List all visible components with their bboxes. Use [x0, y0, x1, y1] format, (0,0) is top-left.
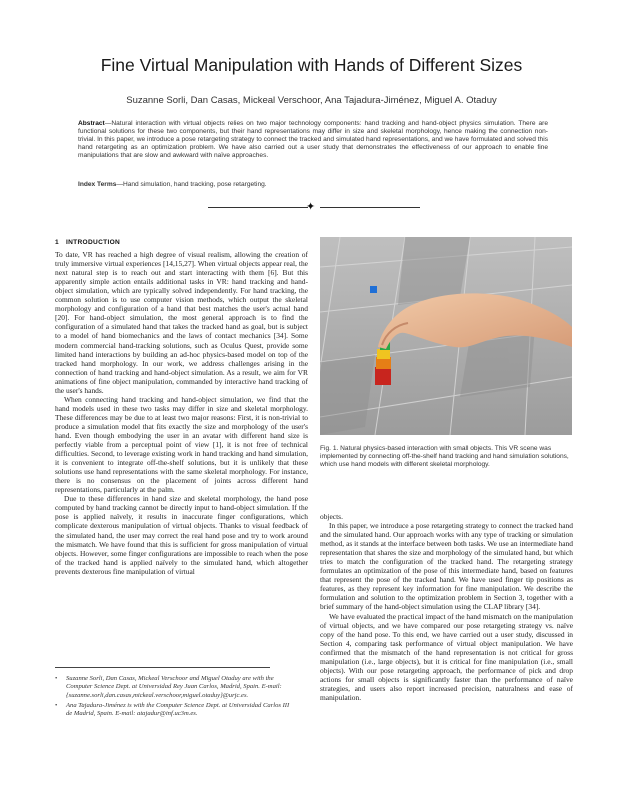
abstract-text: —Natural interaction with virtual objects relies on two major technology components: hand tracking and hand-object physics simulation. There are functional solutions for these two components, but their hand representations may differ in size and skeletal morphology, hence making the connection non-trivial. In this paper, we introduce a pose retargeting strategy to connect the tracked and simulated hand representations, and we have formulated and solved this hand retargeting as an optimization problem. We have also carried out a user study that demonstrates the effectiveness of our approach to enable fine manipulations that are slow and awkward with naïve approaches. — [78, 120, 548, 160]
figure-caption-text: Natural physics-based interaction with small objects. This VR scene was implemented by connecting off-the-shelf hand tracking and hand simulation solutions, which use hand models with different skeletal morphology. — [320, 445, 569, 469]
right-column — [320, 512, 573, 702]
paragraph: When connecting hand tracking and hand-object simulation, we find that the hand models used in these two tasks may differ in size and skeletal morphology. These differences may be due to at least two major reasons: First, it is non-trivial to produce a simulation model that fits exactly the size and morphology of the user's hand. Even though embodying the user in an avatar with different hand size is perfectly viable from a perceptual point of view [1], it is not free of technical difficulties. Second, to leverage existing work in hand tracking and hand simulation, it is convenient to integrate off-the-shelf solutions, but it is unlikely that these solutions use hand representations with the same skeletal morphology. For instance, there is no consensus on the placement of joints across different hand representations, particularly at the palm. — [55, 394, 308, 495]
stack-block-yellow — [377, 349, 390, 359]
section-heading — [55, 238, 308, 247]
paragraph: Due to these differences in hand size and skeletal morphology, the hand pose computed by hand tracking cannot be directly input to hand-object simulation. If the pose is applied naïvely, it results in inaccurate finger configurations, which complicate dexterous manipulation of virtual objects. Thanks to visual feedback of the simulated hand, the user may correct the real hand pose and try to work around the mismatch. We have found that this is sufficient for gross manipulation of virtual objects. However, some finger configurations are impossible to reach when the pose of the tracked hand is applied naïvely to the simulated hand, which altogether prevents dexterous fine manipulation of virtual — [55, 494, 308, 576]
hand-stack-illustration — [320, 237, 572, 435]
stack-block-red — [375, 367, 391, 385]
footnotes — [55, 675, 290, 720]
paragraph: To date, VR has reached a high degree of visual realism, allowing the creation of truly immersive virtual experiences [14,15,27]. When virtual objects appear real, the next natural step is to reach out and start interacting with them [6]. But this apparently simple action entails additional tasks in VR: hand tracking and hand-object simulation, which are typically solved independently. For hand tracking, the common solution is to use computer vision methods, which output the skeletal morphology and configuration of a hand that best matches the user's actual hand [20]. For hand-object simulation, the most general approach is to find the configuration of a simulated hand that takes the tracked hand as goal, but is subject to a model of hand biomechanics and the laws of contact mechanics [34]. Some modern commercial hand-tracking solutions, such as Oculus Quest, provide some limited hand interactions by building an ad-hoc physics-based model on top of the tracked hand morphology. In our work, we address challenges arising in the connection of hand tracking and hand-object simulation. As a result, we aim for VR animations of fine object manipulation, commanded by interactive hand tracking of the user's hands. — [55, 250, 308, 395]
separator-rule-right — [320, 207, 420, 208]
index-terms-label: Index Terms — [78, 181, 117, 188]
paragraph: In this paper, we introduce a pose retargeting strategy to connect the tracked hand and the simulated hand. Our approach works with any type of tracking or simulation method, as it stands at the interface between both tasks. We use an intermediate hand representation that shares the size and morphology of the simulated hand, but which tries to match the configuration of the tracked hand. The retargeting strategy formulates an optimization of the pose of this intermediate hand, based on features that represent the pose of the tracked hand. We have used finger tip positions as features, as they represent key information for fine manipulation. We describe the formulation and solution to the optimization problem in Section 3, together with a brief summary of the hand-object simulation using the CLAP library [34]. — [320, 521, 573, 612]
figure-label: Fig. 1. — [320, 445, 339, 452]
paragraph: We have evaluated the practical impact of the hand mismatch on the manipulation of virtual objects, and we have compared our pose retargeting strategy vs. naïve copy of the hand pose. To this end, we have carried out a user study, discussed in Section 4, comparing task performance of virtual object manipulation. We have confirmed that the mismatch of the hand representation is not critical for gross manipulation (i.e., large objects), but it is critical for fine manipulation (i.e., small objects). With our pose retargeting approach, the performance of pick and drop actions for small objects is significantly faster than the performance of naïve strategies, and users also report increased precision, naturalness and ease of manipulation. — [320, 611, 573, 702]
abstract — [78, 120, 548, 160]
paragraph: objects. — [320, 512, 343, 521]
section-number: 1 — [55, 239, 59, 246]
section-title: INTRODUCTION — [65, 239, 121, 246]
author-list: Suzanne Sorli, Dan Casas, Mickeal Verschoor, Ana Tajadura-Jiménez, Miguel A. Otaduy — [126, 95, 497, 106]
figure-caption — [320, 445, 572, 469]
figure-1-image — [320, 237, 572, 435]
footnote-item: • Ana Tajadura-Jiménez is with the Computer Science Dept. at Universidad Carlos III de Madrid, Spain. E-mail: atajadur@inf.uc3m.es. — [55, 702, 290, 719]
paper-title: Fine Virtual Manipulation with Hands of Different Sizes — [100, 55, 523, 75]
small-blue-cube — [370, 286, 377, 293]
left-column — [55, 238, 308, 576]
index-terms — [78, 181, 548, 188]
abstract-label: Abstract — [78, 120, 105, 127]
footnote-rule — [55, 667, 270, 668]
separator-rule-left — [208, 207, 308, 208]
index-terms-text: —Hand simulation, hand tracking, pose retargeting. — [116, 181, 267, 188]
footnote-item: • Suzanne Sorli, Dan Casas, Mickeal Verschoor and Miguel Otaduy are with the Computer Science Dept. at Universidad Rey Juan Carlos, Madrid, Spain. E-mail: {suzanne.sorli,dan.casas,mickeal.verschoor,miguel.otaduy}@urjc.es. — [55, 675, 290, 700]
separator-ornament-icon: ✦ — [306, 200, 316, 213]
